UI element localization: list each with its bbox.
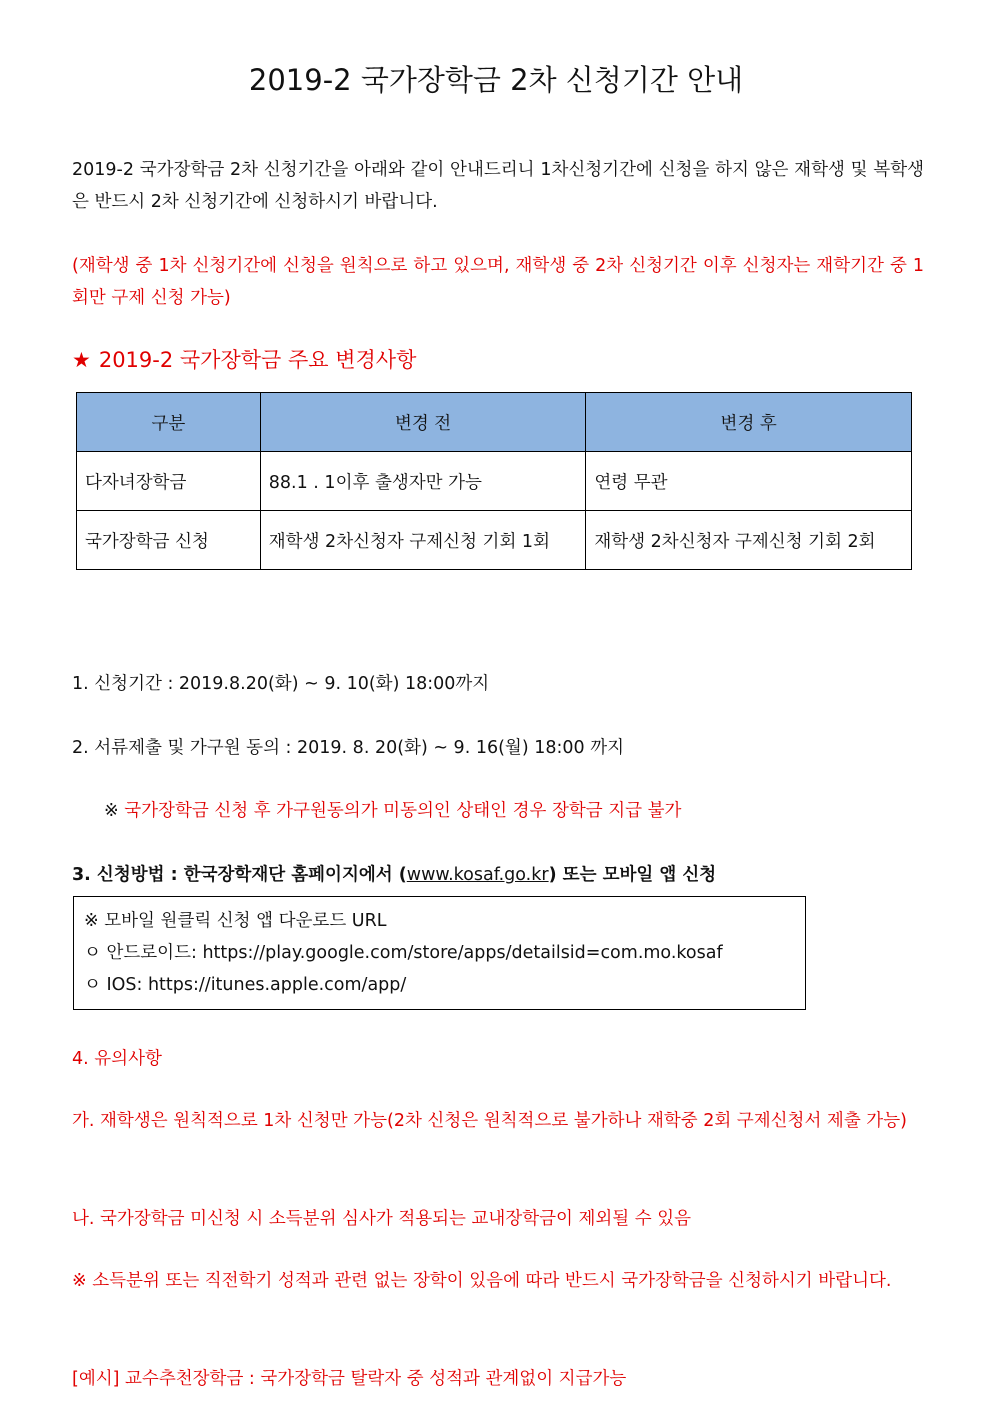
note-na: 나. 국가장학금 미신청 시 소득분위 심사가 적용되는 교내장학금이 제외될 수 있음: [72, 1209, 692, 1229]
notes-heading: 4. 유의사항: [72, 1049, 162, 1069]
table-cell: 88.1 . 1이후 출생자만 가능: [260, 452, 586, 511]
intro-note: (재학생 중 1차 신청기간에 신청을 원칙으로 하고 있으며, 재학생 중 2차 신청기간 이후 신청자는 재학기간 중 1회만 구제 신청 가능): [72, 256, 924, 308]
android-url: ㅇ 안드로이드: https://play.google.com/store/apps/detailsid=com.mo.kosaf: [84, 943, 723, 963]
item-application-method: [72, 861, 716, 886]
header-category: 구분: [77, 393, 261, 452]
method-suffix: ) 또는 모바일 앱 신청: [548, 865, 717, 885]
example-line: [예시] 교수추천장학금 : 국가장학금 탈락자 중 성적과 관계없이 지급가능: [72, 1369, 627, 1389]
ios-url: ㅇ IOS: https://itunes.apple.com/app/: [84, 975, 407, 995]
table-cell: 재학생 2차신청자 구제신청 기회 1회: [260, 511, 586, 570]
table-cell: 다자녀장학금: [77, 452, 261, 511]
header-before: 변경 전: [260, 393, 586, 452]
reference-mark: ※: [104, 801, 119, 821]
note-reference: ※ 소득분위 또는 직전학기 성적과 관련 없는 장학이 있음에 따라 반드시 국가장학금을 신청하시기 바랍니다.: [72, 1271, 892, 1291]
changes-heading: [72, 344, 416, 374]
mobile-app-box: [73, 896, 806, 1010]
table-row: [77, 452, 912, 511]
item2-note-text: 국가장학금 신청 후 가구원동의가 미동의인 상태인 경우 장학금 지급 불가: [124, 801, 682, 821]
intro-paragraph: 2019-2 국가장학금 2차 신청기간을 아래와 같이 안내드리니 1차신청기간에 신청을 하지 않은 재학생 및 복학생은 반드시 2차 신청기간에 신청하시기 바랍니다.: [72, 160, 924, 212]
table-row: [77, 511, 912, 570]
item2-note: [104, 797, 681, 822]
table-cell: 국가장학금 신청: [77, 511, 261, 570]
star-icon: ★: [72, 348, 91, 372]
table-cell: 연령 무관: [586, 452, 912, 511]
page-title: 2019-2 국가장학금 2차 신청기간 안내: [248, 63, 744, 97]
table-cell: 재학생 2차신청자 구제신청 기회 2회: [586, 511, 912, 570]
table-header-row: [77, 393, 912, 452]
mobile-box-title: ※ 모바일 원클릭 신청 앱 다운로드 URL: [84, 911, 387, 931]
item-application-period: 1. 신청기간 : 2019.8.20(화) ~ 9. 10(화) 18:00까지: [72, 674, 490, 694]
note-ga: 가. 재학생은 원칙적으로 1차 신청만 가능(2차 신청은 원칙적으로 불가하나 재학중 2회 구제신청서 제출 가능): [72, 1111, 907, 1131]
changes-table: [76, 392, 912, 570]
kosaf-link[interactable]: www.kosaf.go.kr: [406, 865, 549, 885]
header-after: 변경 후: [586, 393, 912, 452]
method-prefix: 3. 신청방법 : 한국장학재단 홈페이지에서 (: [72, 865, 407, 885]
changes-heading-text: 2019-2 국가장학금 주요 변경사항: [98, 348, 417, 372]
item-document-submission: 2. 서류제출 및 가구원 동의 : 2019. 8. 20(화) ~ 9. 16(월) 18:00 까지: [72, 738, 625, 758]
